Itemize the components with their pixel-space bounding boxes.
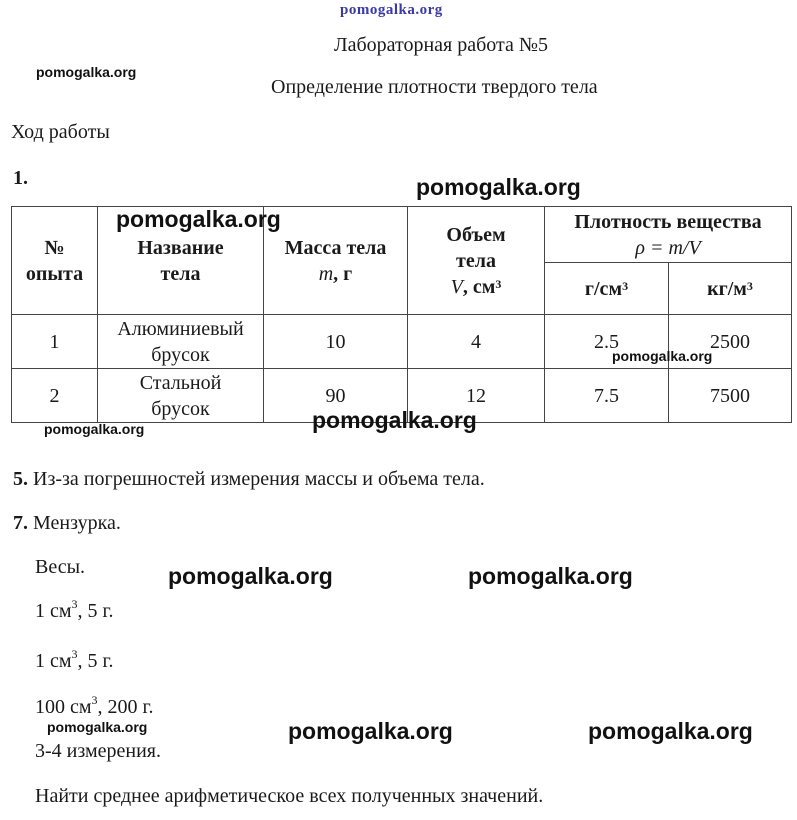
answer-7: 7. Мензурка. xyxy=(13,512,121,534)
header-unit-g-cm3: $г/см^3$ xyxy=(545,263,669,315)
step-number: 1. xyxy=(13,167,28,189)
measurements-count: 3-4 измерения. xyxy=(35,740,161,762)
cell-num: 2 xyxy=(12,369,98,423)
watermark: pomogalka.org xyxy=(47,719,148,735)
cell-volume: 4 xyxy=(408,315,545,369)
cell-mass: 10 xyxy=(264,315,408,369)
division-line-1: 1 $см^3$, 5 г. xyxy=(35,597,114,622)
cell-name: Алюминиевый брусок xyxy=(98,315,264,369)
watermark: pomogalka.org xyxy=(168,563,333,589)
cell-mass: 90 xyxy=(264,369,408,423)
cell-density-kg-m3: 7500 xyxy=(669,369,792,423)
watermark: pomogalka.org xyxy=(468,563,633,589)
watermark: pomogalka.org xyxy=(588,718,753,744)
watermark: pomogalka.org xyxy=(416,174,581,200)
watermark: pomogalka.org xyxy=(288,718,453,744)
watermark: pomogalka.org xyxy=(44,421,145,437)
watermark: pomogalka.org xyxy=(612,348,713,364)
cell-density-g-cm3: 7.5 xyxy=(545,369,669,423)
cell-density-g-cm3: 2.5 xyxy=(545,315,669,369)
answer-scales: Весы. xyxy=(35,556,86,578)
watermark: pomogalka.org xyxy=(312,407,477,433)
header-density: Плотность вещества ρ = m/V xyxy=(545,207,792,263)
watermark: pomogalka.org xyxy=(36,64,137,80)
limit-line: 100 $см^3$, 200 г. xyxy=(35,693,154,718)
lab-title: Лабораторная работа №5 xyxy=(334,34,548,56)
cell-num: 1 xyxy=(12,315,98,369)
answer-5: 5. Из-за погрешностей измерения массы и объема тела. xyxy=(13,468,485,490)
division-line-2: 1 $см^3$, 5 г. xyxy=(35,647,114,672)
watermark: pomogalka.org xyxy=(116,206,281,232)
cell-density-kg-m3: 2500 xyxy=(669,315,792,369)
final-instruction: Найти среднее арифметическое всех полученных значений. xyxy=(35,785,544,807)
cell-volume: 12 xyxy=(408,369,545,423)
watermark-top: pomogalka.org xyxy=(340,2,443,18)
results-table xyxy=(11,206,792,423)
header-body-name: Название тела xyxy=(98,207,264,315)
cell-name: Стальной брусок xyxy=(98,369,264,423)
header-mass: Масса тела m, г xyxy=(264,207,408,315)
header-unit-kg-m3: $кг/м^3$ xyxy=(669,263,792,315)
section-heading: Ход работы xyxy=(11,121,110,143)
header-volume: Объем тела V, $см^3$ xyxy=(408,207,545,315)
header-experiment-number: № опыта xyxy=(12,207,98,315)
lab-subtitle: Определение плотности твердого тела xyxy=(271,76,598,98)
